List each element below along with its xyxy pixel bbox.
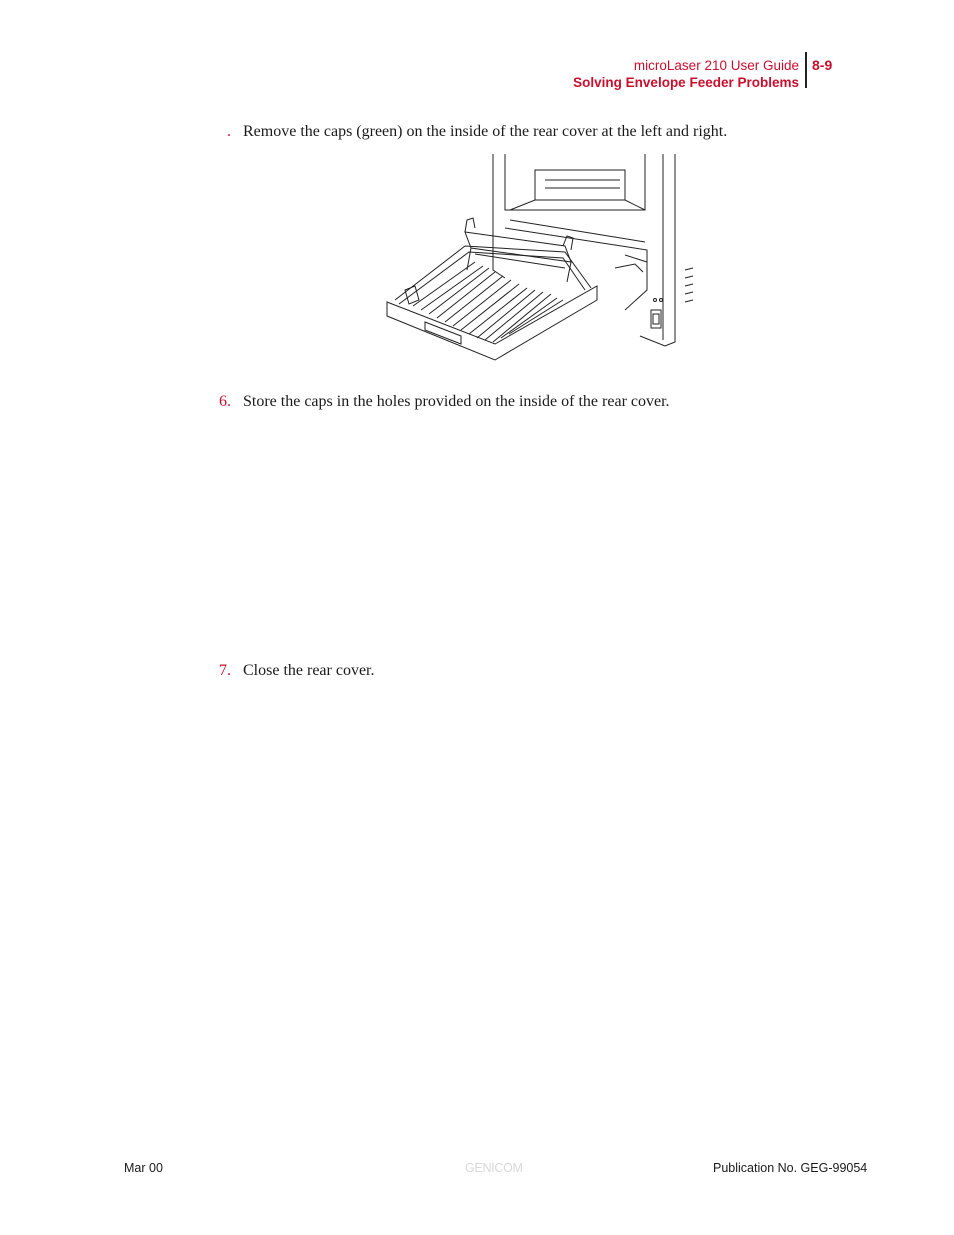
step-number: 7. [219, 662, 231, 679]
running-header [560, 57, 799, 91]
footer-watermark-logo: GENICOM [465, 1161, 523, 1175]
printer-rear-cover-illustration [385, 150, 697, 372]
header-divider [805, 52, 807, 88]
step-text: Close the rear cover. [243, 662, 375, 679]
step-text: Store the caps in the holes provided on the inside of the rear cover. [243, 393, 670, 410]
footer-date: Mar 00 [124, 1161, 163, 1175]
page-number: 8-9 [812, 57, 833, 73]
step-text: Remove the caps (green) on the inside of the rear cover at the left and right. [243, 123, 728, 140]
guide-title: microLaser 210 User Guide [633, 58, 799, 73]
footer-publication-number: Publication No. GEG-99054 [713, 1161, 868, 1175]
section-title: Solving Envelope Feeder Problems [573, 75, 799, 90]
step-number: 6. [219, 393, 231, 410]
step-number: . [227, 123, 231, 140]
